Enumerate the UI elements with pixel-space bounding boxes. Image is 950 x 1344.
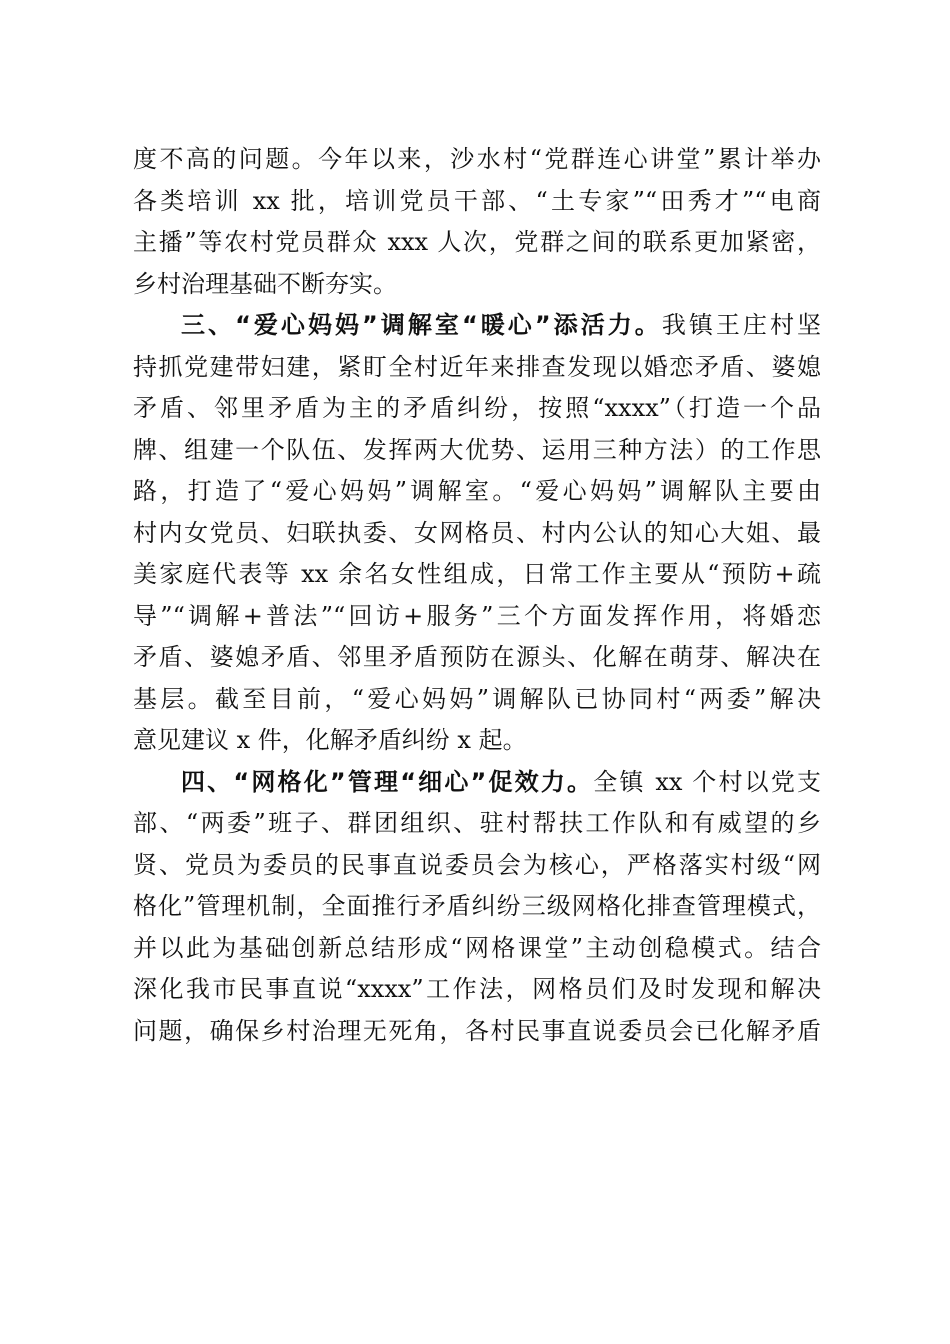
text-line: 矛盾、婆媳矛盾、邻里矛盾预防在源头、化解在萌芽、解决在 [133,643,821,671]
paragraph-section-four [133,762,821,1053]
text-line: 意见建议 x 件，化解矛盾纠纷 x 起。 [133,726,527,754]
text-line: 度不高的问题。今年以来，沙水村“党群连心讲堂”累计举办 [133,145,821,173]
text-line: 基层。截至目前，“爱心妈妈”调解队已协同村“两委”解决 [133,684,821,713]
text-line: 并以此为基础创新总结形成“网格课堂”主动创稳模式。结合 [133,933,821,962]
text-line: 村内女党员、妇联执委、女网格员、村内公认的知心大姐、最 [133,518,821,547]
text-line: 乡村治理基础不断夯实。 [133,269,397,298]
text-run: 我镇王庄村坚 [661,311,822,339]
text-line: 格化”管理机制，全面推行矛盾纠纷三级网格化排查管理模式， [133,892,821,920]
text-line: 美家庭代表等 xx 余名女性组成，日常工作主要从“预防+疏 [133,560,821,588]
text-run: 全镇 xx 个村以党支 [593,767,822,796]
text-line: 持抓党建带妇建，紧盯全村近年来排查发现以婚恋矛盾、婆媳 [133,352,821,381]
text-line: 主播”等农村党员群众 xxx 人次，党群之间的联系更加紧密， [133,228,821,256]
paragraph-training [133,139,821,305]
paragraph-section-three [133,305,821,762]
text-line: 部、“两委”班子、群团组织、驻村帮扶工作队和有威望的乡 [133,809,821,837]
section-heading-line [133,762,821,804]
text-line: 路，打造了“爱心妈妈”调解室。“爱心妈妈”调解队主要由 [133,477,821,505]
text-line: 导”“调解+普法”“回访+服务”三个方面发挥作用，将婚恋 [133,601,821,630]
text-line: 贤、党员为委员的民事直说委员会为核心，严格落实村级“网 [133,850,821,879]
text-line: 牌、组建一个队伍、发挥两大优势、运用三种方法）的工作思 [133,435,821,464]
section-heading-line [133,305,821,347]
section-heading: 三、“爱心妈妈”调解室“暖心”添活力。 [181,311,662,339]
text-line: 各类培训 xx 批，培训党员干部、“土专家”“田秀才”“电商 [133,186,821,215]
section-heading: 四、“网格化”管理“细心”促效力。 [181,767,594,796]
text-line: 矛盾、邻里矛盾为主的矛盾纠纷，按照“xxxx”（打造一个品 [133,394,821,422]
document-body [133,139,821,1052]
text-line: 深化我市民事直说“xxxx”工作法，网格员们及时发现和解决 [133,975,821,1003]
text-line: 问题，确保乡村治理无死角，各村民事直说委员会已化解矛盾 [133,1016,821,1045]
